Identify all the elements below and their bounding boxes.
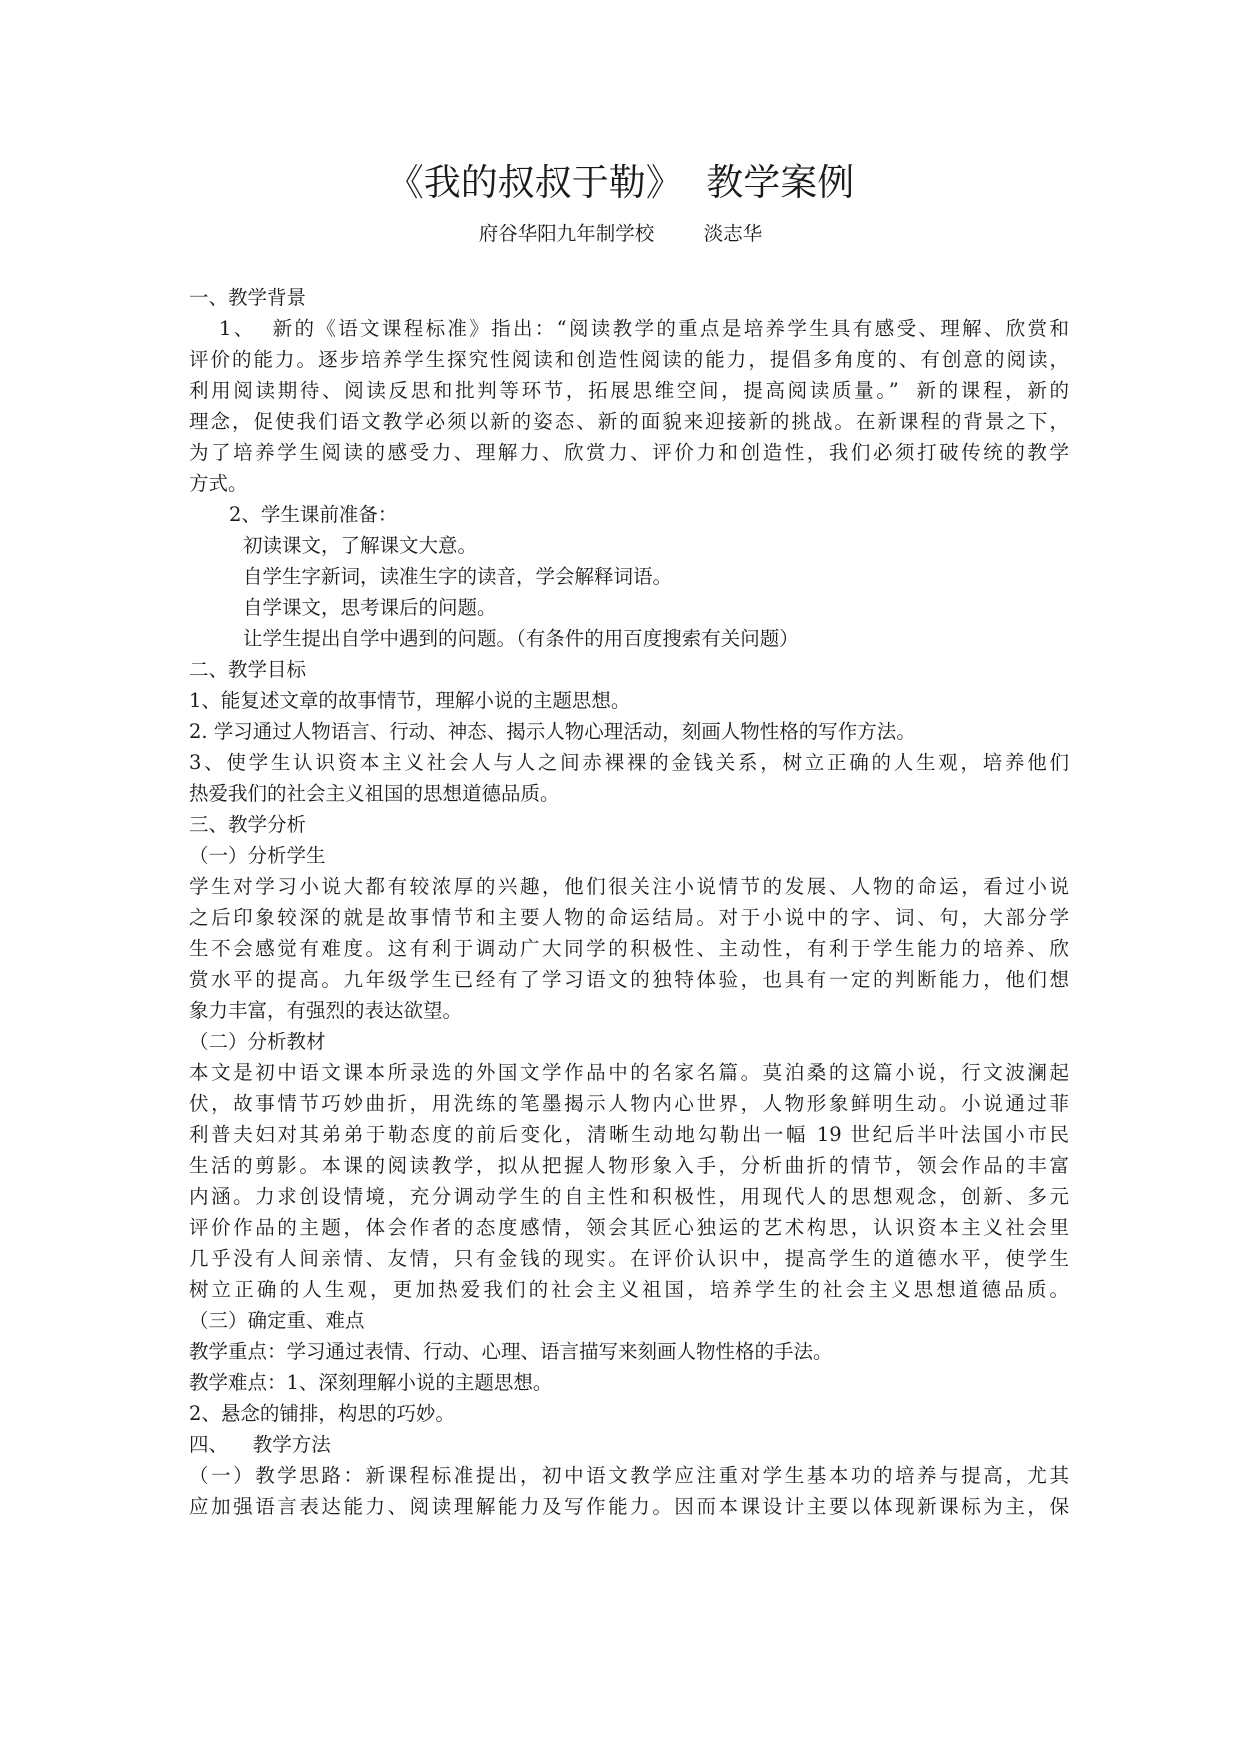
text-line: 1、能复述文章的故事情节，理解小说的主题思想。: [189, 689, 631, 712]
document-title: 《我的叔叔于勒》 教学案例: [386, 161, 855, 204]
text-line: 四、 教学方法: [189, 1433, 331, 1456]
text-line: 理念，促使我们语文教学必须以新的姿态、新的面貌来迎接新的挑战。在新课程的背景之下，: [189, 410, 1069, 433]
text-line: 为了培养学生阅读的感受力、理解力、欣赏力、评价力和创造性，我们必须打破传统的教学: [189, 441, 1069, 464]
text-line: 象力丰富，有强烈的表达欲望。: [189, 999, 463, 1022]
text-line: 生不会感觉有难度。这有利于调动广大同学的积极性、主动性，有利于学生能力的培养、欣: [189, 937, 1069, 960]
text-line: （一）分析学生: [189, 844, 326, 867]
document-body: [189, 282, 1069, 1522]
text-line: 赏水平的提高。九年级学生已经有了学习语文的独特体验，也具有一定的判断能力，他们想: [189, 968, 1069, 991]
text-line: 学生对学习小说大都有较浓厚的兴趣，他们很关注小说情节的发展、人物的命运，看过小说: [189, 875, 1069, 898]
text-line: 生活的剪影。本课的阅读教学，拟从把握人物形象入手，分析曲折的情节，领会作品的丰富: [189, 1154, 1069, 1177]
text-line: 评价作品的主题，体会作者的态度感情，领会其匠心独运的艺术构思，认识资本主义社会里: [189, 1216, 1069, 1239]
text-line: 内涵。力求创设情境，充分调动学生的自主性和积极性，用现代人的思想观念，创新、多元: [189, 1185, 1069, 1208]
text-line: 应加强语言表达能力、阅读理解能力及写作能力。因而本课设计主要以体现新课标为主，保: [189, 1495, 1069, 1518]
text-line: 自学生字新词，读准生字的读音，学会解释词语。: [243, 565, 673, 588]
text-line: （一）教学思路：新课程标准提出，初中语文教学应注重对学生基本功的培养与提高，尤其: [189, 1464, 1069, 1487]
text-line: 树立正确的人生观，更加热爱我们的社会主义祖国，培养学生的社会主义思想道德品质。: [189, 1278, 1069, 1301]
document-author-line: 府谷华阳九年制学校 淡志华: [478, 222, 763, 245]
text-line: 2、悬念的铺排，构思的巧妙。: [189, 1402, 455, 1425]
text-line: 2. 学习通过人物语言、行动、神态、揭示人物心理活动，刻画人物性格的写作方法。: [189, 720, 916, 743]
text-line: 2、学生课前准备：: [229, 503, 398, 526]
text-line: 利普夫妇对其弟弟于勒态度的前后变化，清晰生动地勾勒出一幅 19 世纪后半叶法国小市民: [189, 1123, 1069, 1146]
text-line: 之后印象较深的就是故事情节和主要人物的命运结局。对于小说中的字、词、句，大部分学: [189, 906, 1069, 929]
text-line: 方式。: [189, 472, 248, 495]
text-line: 教学重点：学习通过表情、行动、心理、语言描写来刻画人物性格的手法。: [189, 1340, 833, 1363]
text-line: 利用阅读期待、阅读反思和批判等环节，拓展思维空间，提高阅读质量。” 新的课程，新的: [189, 379, 1069, 402]
text-line: 3、使学生认识资本主义社会人与人之间赤裸裸的金钱关系，树立正确的人生观，培养他们: [189, 751, 1069, 774]
text-line: 自学课文，思考课后的问题。: [243, 596, 497, 619]
text-line: 教学难点：1、深刻理解小说的主题思想。: [189, 1371, 553, 1394]
text-line: 几乎没有人间亲情、友情，只有金钱的现实。在评价认识中，提高学生的道德水平，使学生: [189, 1247, 1069, 1270]
text-line: （三）确定重、难点: [189, 1309, 365, 1332]
text-line: 本文是初中语文课本所录选的外国文学作品中的名家名篇。莫泊桑的这篇小说，行文波澜起: [189, 1061, 1069, 1084]
text-line: 让学生提出自学中遇到的问题。（有条件的用百度搜索有关问题）: [243, 627, 799, 650]
text-line: 热爱我们的社会主义祖国的思想道德品质。: [189, 782, 560, 805]
text-line: 初读课文，了解课文大意。: [243, 534, 478, 557]
text-line: 评价的能力。逐步培养学生探究性阅读和创造性阅读的能力，提倡多角度的、有创意的阅读，: [189, 348, 1069, 371]
text-line: 二、教学目标: [189, 658, 307, 681]
text-line: 三、教学分析: [189, 813, 307, 836]
text-line: 伏，故事情节巧妙曲折，用洗练的笔墨揭示人物内心世界，人物形象鲜明生动。小说通过菲: [189, 1092, 1069, 1115]
text-line: 1、 新的《语文课程标准》指出：“阅读教学的重点是培养学生具有感受、理解、欣赏和: [219, 317, 1069, 340]
text-line: （二）分析教材: [189, 1030, 326, 1053]
text-line: 一、教学背景: [189, 286, 307, 309]
